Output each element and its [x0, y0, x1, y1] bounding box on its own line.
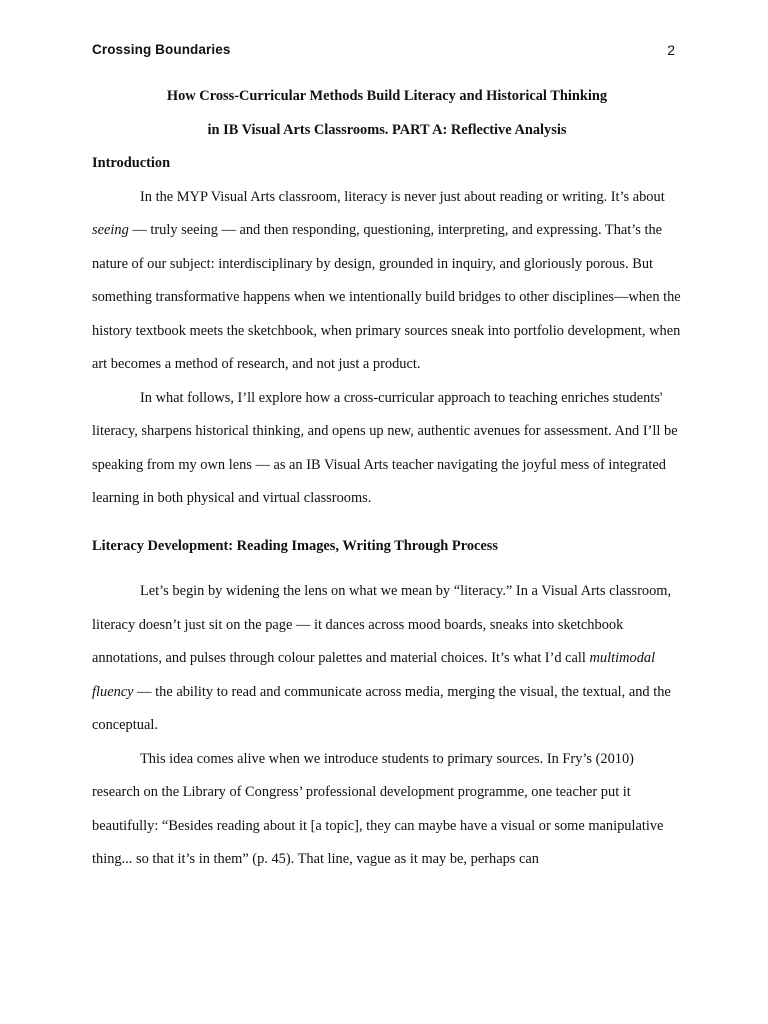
page-number: 2 [667, 42, 675, 58]
paragraph-literacy-2: This idea comes alive when we introduce students to primary sources. In Fry’s (2010) research on the Library of Congress’ professional development programme, one teacher put it beautifully: “Besides reading about it [a topic], they can maybe have a visual or some manipulative thing... so that it’s in them” (p. 45). That line, vague as it may be, perhaps can [92, 750, 664, 867]
section-heading-introduction: Introduction [92, 155, 171, 171]
emphasis-text: multimodal fluency [92, 650, 656, 700]
paragraph-literacy-1 [92, 575, 682, 743]
document-title-line-1: How Cross-Curricular Methods Build Literacy and Historical Thinking [166, 88, 608, 104]
document-body [92, 80, 682, 877]
running-head: Crossing Boundaries [92, 42, 231, 57]
emphasis-text: seeing [92, 222, 129, 238]
spacer [92, 563, 682, 575]
paragraph-intro-1 [92, 181, 682, 382]
paragraph-text: In the MYP Visual Arts classroom, literacy is never just about reading or writing. It’s about [140, 188, 665, 205]
paragraph-text: — the ability to read and communicate across media, merging the visual, the textual, and the conceptual. [92, 683, 671, 733]
document-title-line-2: in IB Visual Arts Classrooms. PART A: Reflective Analysis [207, 121, 567, 138]
paragraph-text: Let’s begin by widening the lens on what we mean by “literacy.” In a Visual Arts classroom, literacy doesn’t just sit on the page — it dances across mood boards, sneaks into sketchbook annotations, and pulses through colour palettes and material choices. It’s what I’d call [92, 583, 672, 666]
section-heading-literacy: Literacy Development: Reading Images, Writing Through Process [92, 537, 498, 554]
spacer [92, 516, 682, 530]
paragraph-intro-2: In what follows, I’ll explore how a cross-curricular approach to teaching enriches students' literacy, sharpens historical thinking, and opens up new, authentic avenues for assessment. And I’ll be speaking from my own lens — as an IB Visual Arts teacher navigating the joyful mess of integrated learning in both physical and virtual classrooms. [92, 389, 678, 506]
paragraph-text: — truly seeing — and then responding, questioning, interpreting, and expressing. That’s the nature of our subject: interdisciplinary by design, grounded in inquiry, and gloriously porous. But something transformative happens when we intentionally build bridges to other disciplines—when the history textbook meets the sketchbook, when primary sources sneak into portfolio development, when art becomes a method of research, and not just a product. [92, 222, 681, 372]
